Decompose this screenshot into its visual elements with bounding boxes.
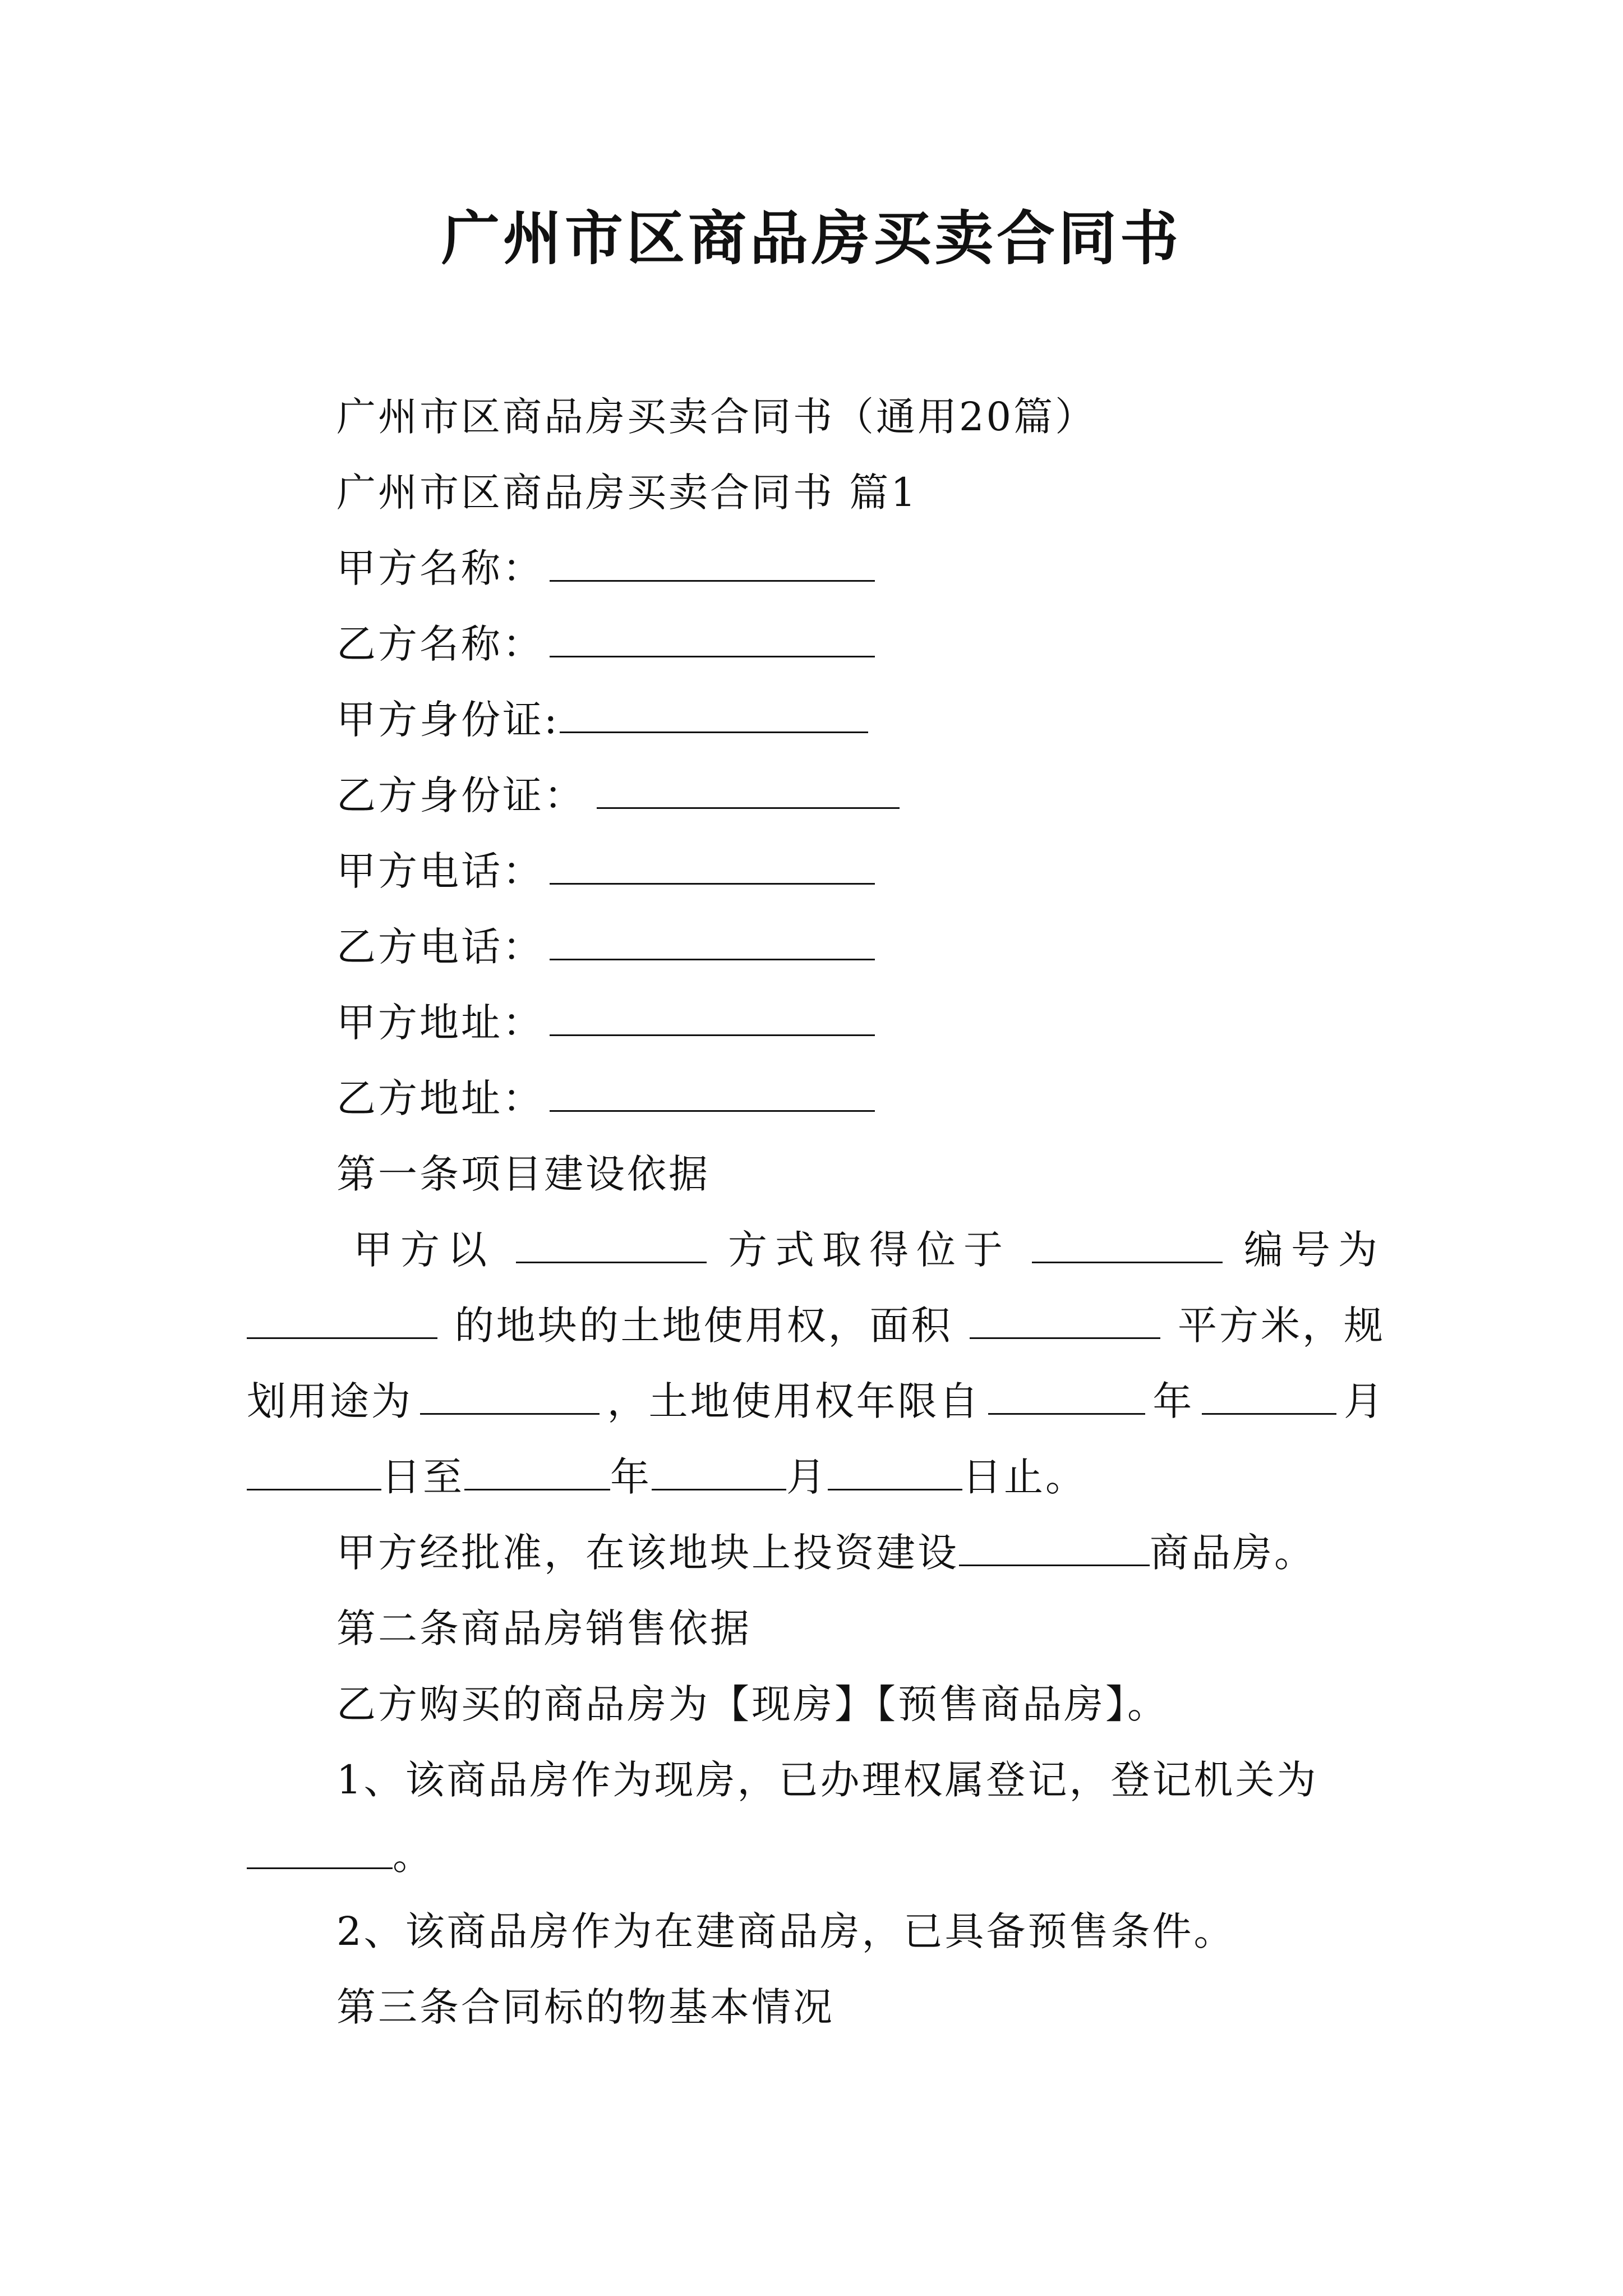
- article-text: 。: [393, 1833, 434, 1879]
- article-1-line-1: [353, 1222, 1385, 1278]
- article-text: 甲方以: [353, 1227, 495, 1273]
- article-text: 方式取得位于: [728, 1227, 1011, 1273]
- article-text: 甲方经批准，在该地块上投资建设: [336, 1530, 959, 1576]
- fill-blank[interactable]: [1032, 1227, 1223, 1263]
- fill-blank[interactable]: [970, 1303, 1160, 1339]
- field-party-b-phone: [336, 919, 875, 975]
- article-text: 年: [1152, 1378, 1195, 1424]
- fill-blank[interactable]: [420, 1378, 600, 1415]
- article-text: 月: [786, 1454, 828, 1500]
- field-label: 甲方地址：: [336, 1000, 544, 1046]
- fill-blank[interactable]: [652, 1454, 786, 1490]
- field-party-a-phone: [336, 843, 875, 899]
- fill-blank[interactable]: [247, 1303, 437, 1339]
- article-2-line-3: 2、该商品房作为在建商品房，已具备预售条件。: [336, 1908, 1235, 1954]
- field-label: 甲方名称：: [336, 545, 544, 591]
- fill-blank[interactable]: [247, 1454, 381, 1490]
- field-party-a-address: [336, 995, 875, 1051]
- article-2-line-2-cont: [247, 1828, 434, 1884]
- field-label: 乙方名称：: [336, 621, 544, 667]
- field-label: 甲方电话：: [336, 848, 544, 894]
- field-party-b-id: [336, 767, 900, 823]
- field-label: 甲方身份证:: [336, 697, 560, 743]
- fill-blank[interactable]: [959, 1530, 1150, 1566]
- article-text: 商品房。: [1150, 1530, 1316, 1576]
- fill-blank[interactable]: [550, 1075, 875, 1112]
- fill-blank[interactable]: [550, 621, 875, 657]
- article-text: 日止。: [962, 1454, 1087, 1500]
- fill-blank[interactable]: [1202, 1378, 1336, 1415]
- fill-blank[interactable]: [988, 1378, 1145, 1415]
- article-3-heading: 第三条合同标的物基本情况: [336, 1984, 834, 2030]
- fill-blank[interactable]: [550, 545, 875, 582]
- document-subtitle: 广州市区商品房买卖合同书（通用20篇）: [336, 394, 1097, 440]
- fill-blank[interactable]: [247, 1833, 393, 1869]
- fill-blank[interactable]: [464, 1454, 610, 1490]
- article-1-heading: 第一条项目建设依据: [336, 1151, 710, 1197]
- document-title: 广州市区商品房买卖合同书: [441, 204, 1182, 273]
- fill-blank[interactable]: [550, 924, 875, 960]
- article-1-line-3: [247, 1373, 1385, 1429]
- article-text: 日至: [381, 1454, 464, 1500]
- article-2-line-1: 乙方购买的商品房为【现房】【预售商品房】。: [336, 1681, 1169, 1727]
- article-text: 年: [610, 1454, 652, 1500]
- article-text: 划用途为: [247, 1378, 413, 1424]
- chapter-heading: 广州市区商品房买卖合同书 篇1: [336, 470, 918, 516]
- field-label: 乙方电话：: [336, 924, 544, 970]
- article-text: 月: [1343, 1378, 1385, 1424]
- fill-blank[interactable]: [560, 697, 868, 733]
- field-party-b-name: [336, 616, 875, 672]
- article-2-heading: 第二条商品房销售依据: [336, 1605, 751, 1651]
- article-text: 的地块的土地使用权，面积: [454, 1303, 953, 1349]
- fill-blank[interactable]: [597, 772, 900, 809]
- field-party-a-name: [336, 540, 875, 596]
- fill-blank[interactable]: [550, 1000, 875, 1036]
- field-label: 乙方地址：: [336, 1075, 544, 1121]
- article-text: 平方米，规: [1177, 1303, 1385, 1349]
- fill-blank[interactable]: [828, 1454, 962, 1490]
- field-label: 乙方身份证：: [336, 772, 585, 818]
- article-1-line-5: [336, 1525, 1316, 1581]
- article-1-line-2: [247, 1297, 1385, 1354]
- fill-blank[interactable]: [516, 1227, 707, 1263]
- article-1-line-4: [247, 1449, 1087, 1505]
- article-text: ，土地使用权年限自: [607, 1378, 981, 1424]
- field-party-b-address: [336, 1070, 875, 1126]
- field-party-a-id: [336, 692, 868, 748]
- fill-blank[interactable]: [550, 848, 875, 885]
- article-text: 编号为: [1244, 1227, 1385, 1273]
- article-2-line-2: 1、该商品房作为现房，已办理权属登记，登记机关为: [336, 1757, 1318, 1803]
